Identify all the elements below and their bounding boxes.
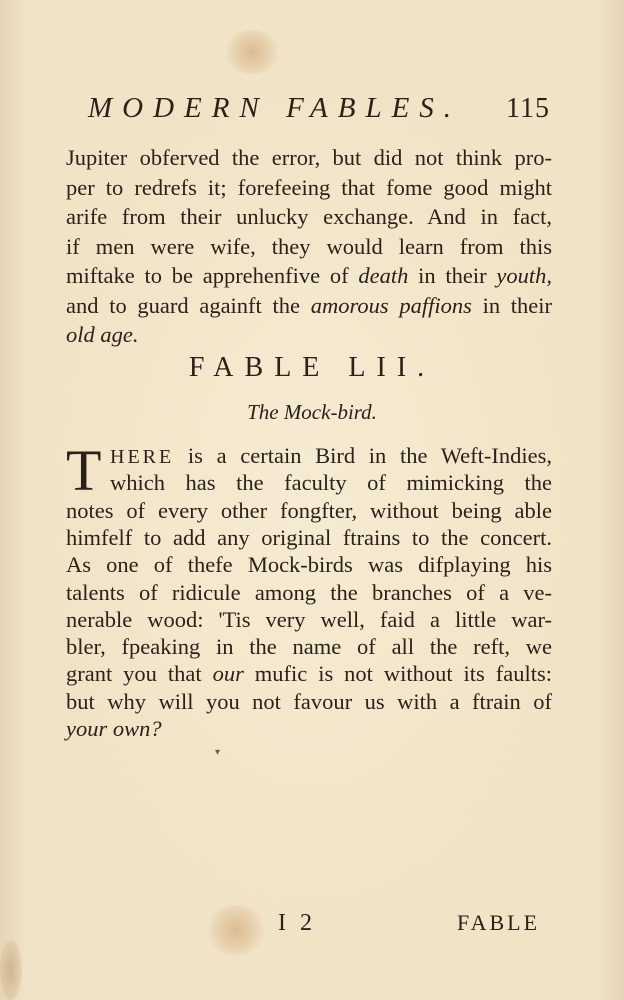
text-run: notes of every other fongfter, without being able (66, 497, 552, 523)
prev-fable-line (66, 174, 552, 201)
text-run: talents of ridicule among the branches of a ve- (66, 579, 552, 605)
text-run: is a certain Bird in the Weft-Indies, (174, 443, 552, 468)
text-run: himfelf to add any original ftrains to the concert. (66, 524, 552, 550)
text-run: in their (471, 292, 553, 318)
fable-line (110, 442, 552, 469)
foxing-stain-top (224, 30, 280, 74)
print-mark: ▾ (215, 747, 221, 758)
italic-text: our (212, 661, 244, 687)
prev-fable-line (66, 233, 552, 260)
fable-line (66, 715, 552, 742)
catchword: FABLE (457, 910, 541, 935)
text-run: nerable wood: 'Tis very well, faid a little war- (66, 606, 552, 632)
text-run: arife from their unlucky exchange. And in fact, (66, 204, 552, 229)
prev-fable-line (66, 321, 552, 348)
opening-word-smallcaps: HERE (110, 446, 175, 468)
italic-text: old age. (66, 322, 139, 347)
italic-text: youth, (496, 263, 552, 288)
prev-fable-line (66, 262, 552, 289)
text-run: per to redrefs it; forefeeing that fome good might (66, 174, 552, 200)
fable-line (66, 606, 552, 633)
fable-line (66, 579, 552, 606)
text-run: if men were wife, they would learn from this (66, 233, 552, 259)
text-run: but why will you not favour us with a ftrain of (66, 688, 552, 714)
italic-text: your own? (66, 716, 162, 741)
fable-line (66, 524, 552, 551)
fable-subtitle: The Mock-bird. (247, 400, 377, 424)
text-run: Jupiter obferved the error, but did not think pro- (66, 145, 552, 170)
text-run: bler, fpeaking in the name of all the reft, we (66, 634, 552, 660)
fable-line (66, 688, 552, 715)
fable-line (110, 469, 552, 496)
running-head (88, 92, 550, 128)
prev-fable-line (66, 292, 552, 319)
prev-fable-line (66, 203, 552, 230)
fable-line (66, 497, 552, 524)
fable-line (66, 660, 552, 687)
foxing-stain-edge (0, 940, 22, 1000)
text-run: in their (408, 263, 497, 288)
fable-line (66, 633, 552, 660)
text-run: miftake to be apprehenfive of (66, 263, 359, 288)
fable-heading: FABLE LII. (188, 352, 436, 383)
italic-text: amorous paffions (310, 292, 472, 318)
drop-cap: T (66, 438, 102, 503)
italic-text: death (358, 263, 409, 288)
foxing-stain-bottom (206, 905, 266, 955)
prev-fable-line (66, 144, 552, 171)
text-run: As one of thefe Mock-birds was difplaying his (66, 552, 552, 578)
running-title: MODERN FABLES. (88, 92, 462, 124)
text-run: grant you that (66, 661, 213, 687)
page-number: 115 (506, 93, 550, 124)
text-run: which has the faculty of mimicking the (110, 470, 552, 496)
text-run: mufic is not without its faults: (243, 661, 552, 687)
fable-line (66, 551, 552, 578)
signature-mark: I 2 (278, 910, 316, 936)
text-run: and to guard againft the (66, 292, 311, 318)
